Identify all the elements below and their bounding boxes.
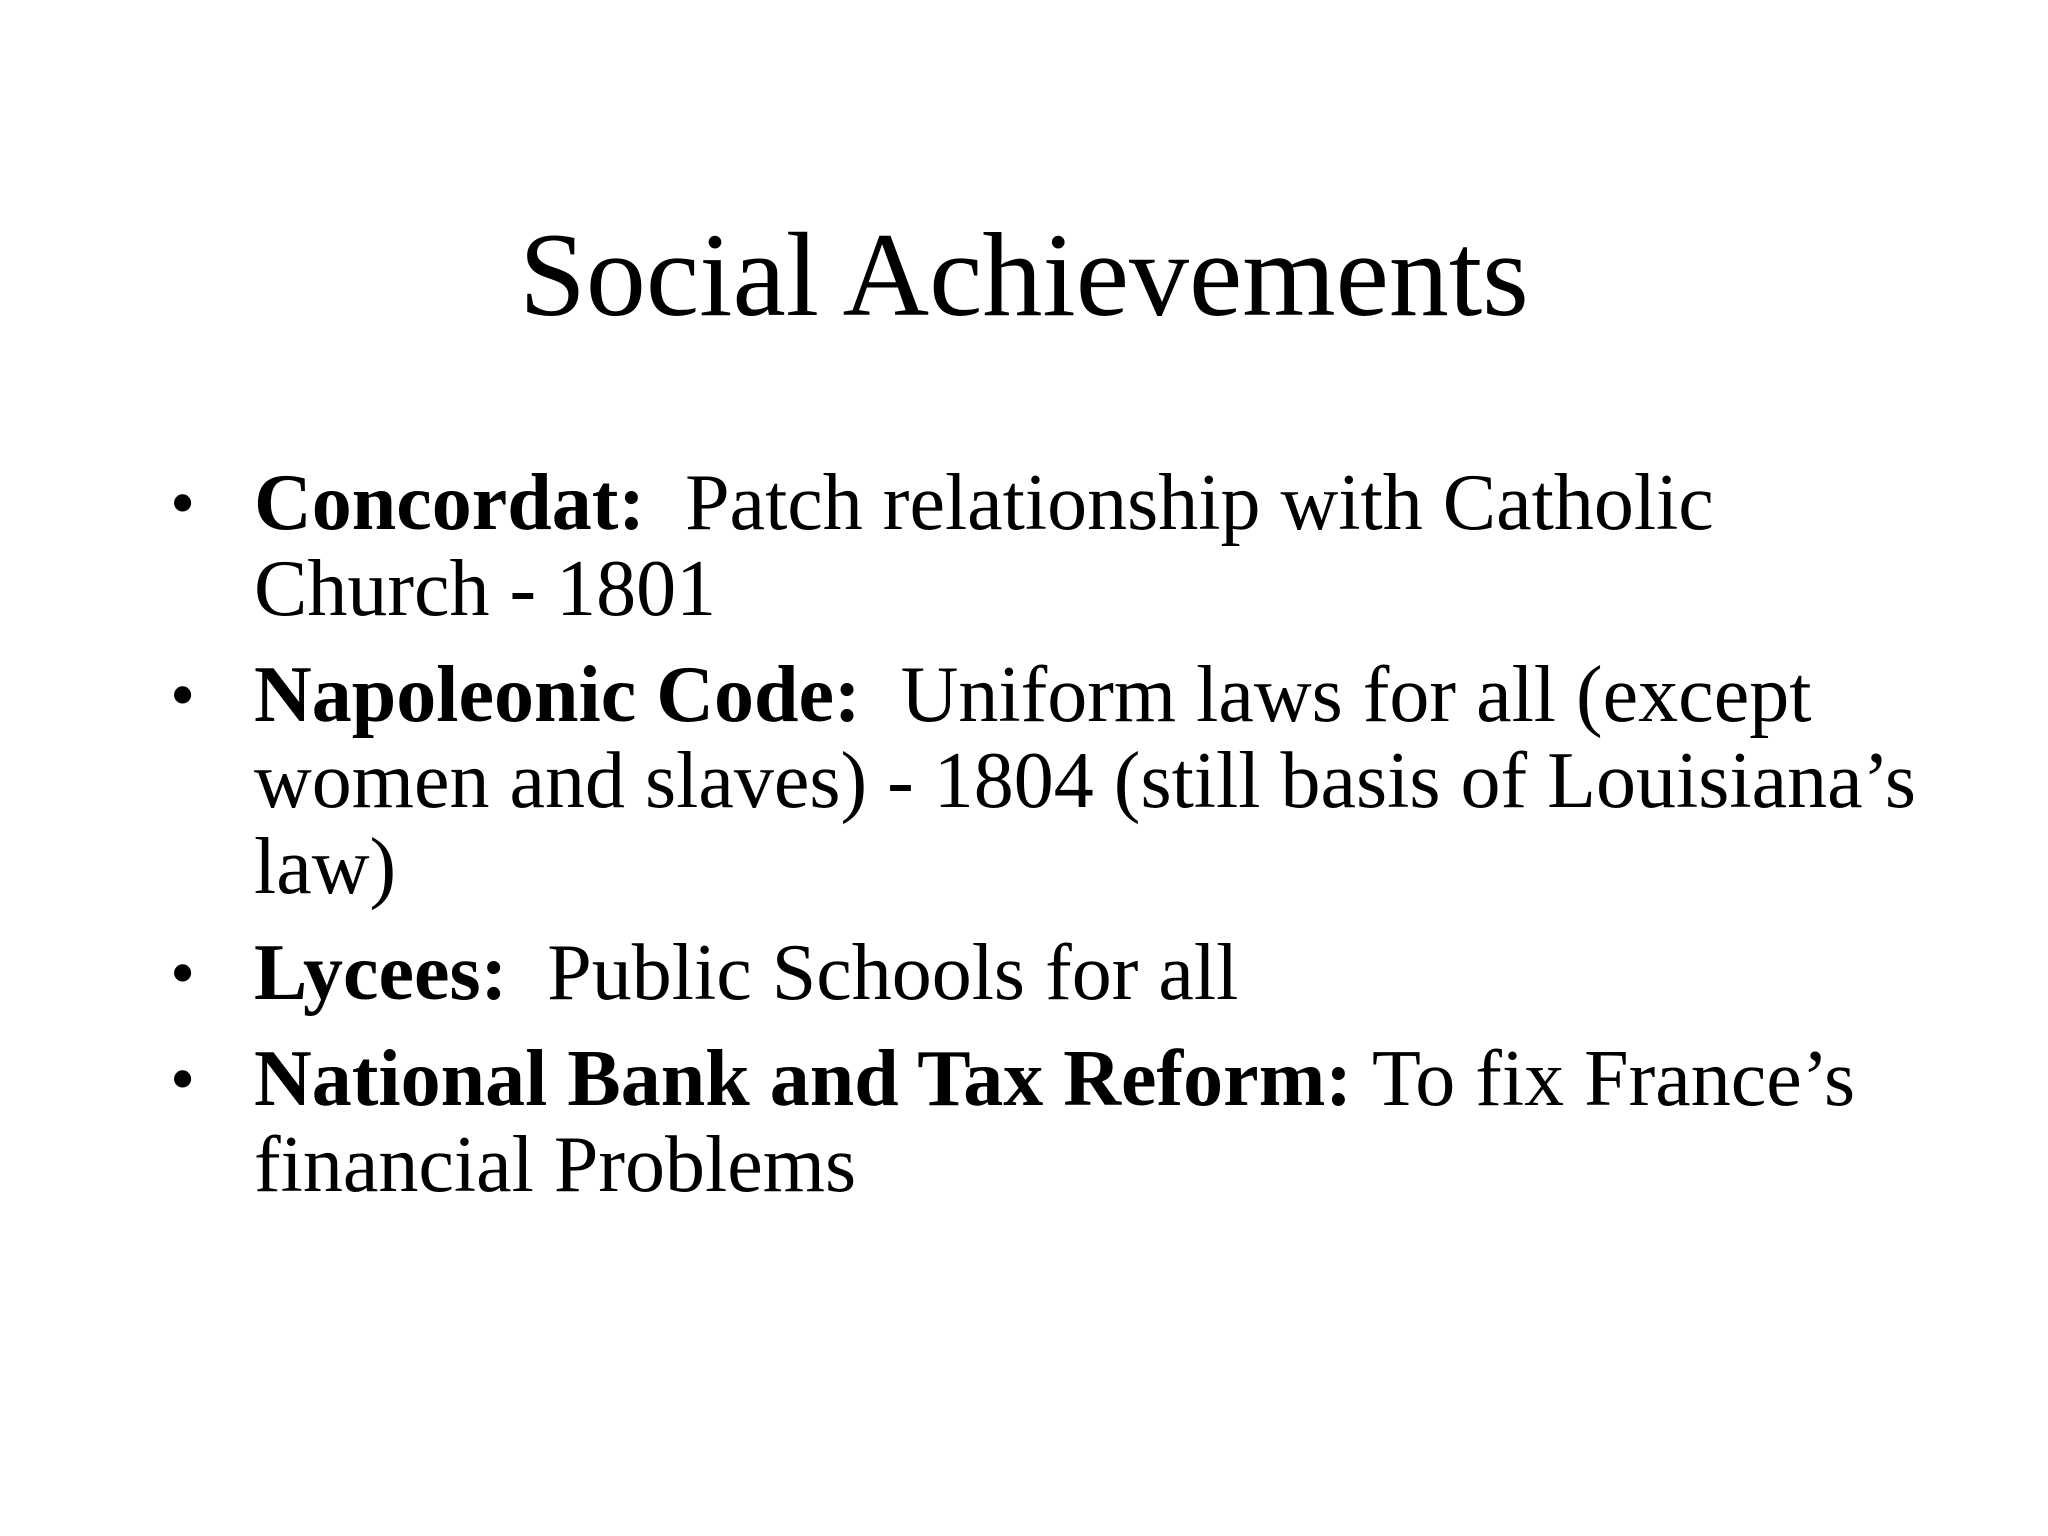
- bullet-text: To fix France’s financial Problems: [254, 1035, 1856, 1209]
- slide-title: Social Achievements: [519, 208, 1529, 341]
- bullet-dot-icon: •: [170, 463, 196, 543]
- bullet-item-concordat: [170, 460, 1930, 632]
- bullet-term: Concordat:: [254, 459, 646, 547]
- bullet-term: Napoleonic Code:: [254, 651, 861, 739]
- bullet-text: Public Schools for all: [547, 929, 1239, 1017]
- bullet-text: Patch relationship with Catholic Church - 1801: [254, 459, 1714, 633]
- bullet-item-national-bank: [170, 1036, 1930, 1208]
- bullet-dot-icon: •: [170, 933, 196, 1013]
- bullet-dot-icon: •: [170, 655, 196, 735]
- bullet-item-lycees: [170, 930, 1930, 1016]
- bullet-term: National Bank and Tax Reform:: [254, 1035, 1352, 1123]
- bullet-term: Lycees:: [254, 929, 508, 1017]
- bullet-text: Uniform laws for all (except women and slaves) - 1804 (still basis of Louisiana’s law): [254, 651, 1916, 911]
- bullet-dot-icon: •: [170, 1039, 196, 1119]
- bullet-list: [170, 460, 1930, 1228]
- bullet-item-napoleonic-code: [170, 652, 1930, 910]
